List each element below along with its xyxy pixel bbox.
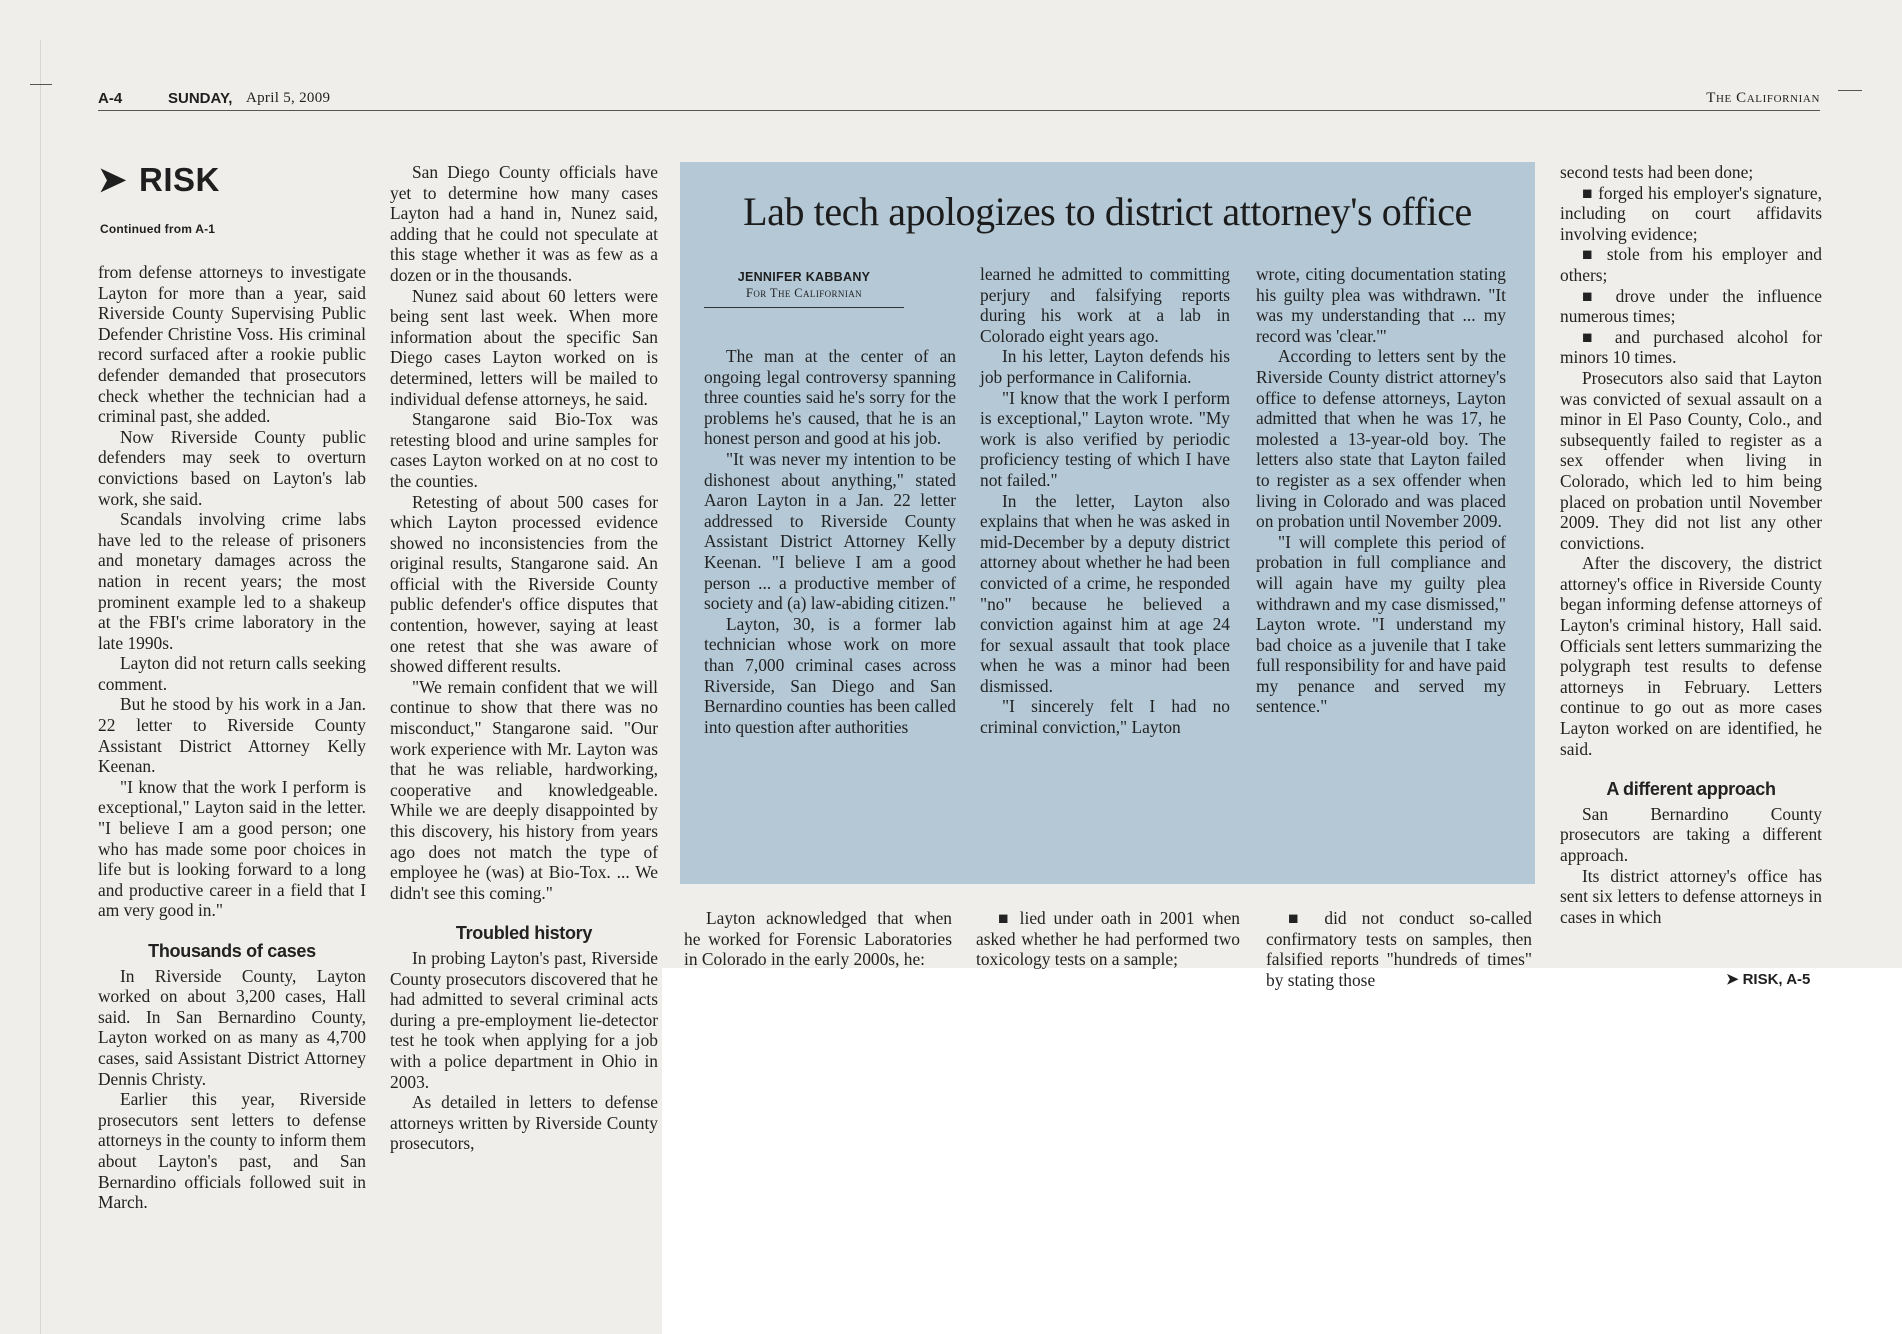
paragraph: In Riverside County, Layton worked on about 3,200 cases, Hall said. In San Bernardino County, Layton worked on as many as 4,700 cases, said Assistant District Attorney Dennis Christy. <box>98 965 366 1089</box>
paragraph: "It was never my intention to be dishonest about anything," stated Aaron Layton in a Jan. 22 letter addressed to Riverside County Assistant District Attorney Kelly Keenan. "I believe I am a good person ... a productive member of society and (a) law-abiding citizen." <box>704 448 956 614</box>
paragraph: Its district attorney's office has sent six letters to defense attorneys in cases in which <box>1560 865 1822 927</box>
bullet-item: ■ lied under oath in 2001 when asked whether he had performed two toxicology tests on a sample; <box>976 908 1240 970</box>
sidebar-column-2 <box>980 264 1230 738</box>
paragraph: After the discovery, the district attorney's office in Riverside County began informing defense attorneys of Layton's criminal history, Hall said. Officials sent letters summarizing the polygraph test results to defense attorneys in February. Letters continue to go out as more cases Layton worked on are identified, he said. <box>1560 553 1822 759</box>
page-number: A-4 <box>98 90 123 107</box>
header-day: SUNDAY, <box>168 90 233 107</box>
bullet-item: ■ stole from his employer and others; <box>1560 244 1822 285</box>
paragraph: second tests had been done; <box>1560 162 1754 182</box>
jump-line <box>1726 970 1810 988</box>
header-date: April 5, 2009 <box>246 90 331 106</box>
continued-from-label: Continued from A-1 <box>100 222 216 236</box>
paragraph: San Bernardino County prosecutors are taking a different approach. <box>1560 803 1822 865</box>
article-column-right <box>1560 162 1822 927</box>
paragraph: Layton acknowledged that when he worked for Forensic Laboratories in Colorado in the early 2000s, he: <box>684 908 952 970</box>
paragraph: "I will complete this period of probation in full compliance and will again have my guilty plea withdrawn and my case dismissed," Layton wrote. "I understand my bad choice as a juvenile that I take full responsibility for and have paid my penance and served my sentence." <box>1256 531 1506 717</box>
page-header <box>98 88 1820 110</box>
paragraph: "I know that the work I perform is exceptional," Layton said in the letter. "I believe I am a good person; one who has made some poor choices in life but is looking forward to a long and productive career in a field that I am very good in." <box>98 776 366 921</box>
paragraph: Stangarone said Bio-Tox was retesting blood and urine samples for cases Layton worked on at no cost to the counties. <box>390 409 658 491</box>
continuation-column-3 <box>1266 908 1532 990</box>
subheading: Thousands of cases <box>148 941 316 961</box>
section-title-text: RISK <box>139 161 220 198</box>
paragraph: learned he admitted to committing perjury and falsifying reports during his work at a lab in Colorado eight years ago. <box>980 264 1230 346</box>
paragraph: In his letter, Layton defends his job performance in California. <box>980 346 1230 387</box>
sidebar-headline: Lab tech apologizes to district attorney's office <box>743 189 1472 234</box>
paragraph: According to letters sent by the Riverside County district attorney's office to defense attorneys, Layton admitted that when he was 17, he molested a 13-year-old boy. The letters also state that Layton failed to register as a sex offender when living in Colorado and was placed on probation until November 2009. <box>1256 346 1506 532</box>
continuation-column-2 <box>976 908 1240 970</box>
subheading: A different approach <box>1606 779 1776 800</box>
header-rule <box>98 110 1820 111</box>
article-column-1 <box>98 262 366 1213</box>
paragraph: San Diego County officials have yet to determine how many cases Layton had a hand in, Nunez said, adding that he could not speculate at this stage whether it was as few as a dozen or in the thousands. <box>390 162 658 285</box>
paragraph: "We remain confident that we will continue to show that there was no misconduct," Stangarone said. "Our work experience with Mr. Layton was that he was reliable, hardworking, cooperative and knowledgeable. While we are deeply disappointed by this discovery, his history from years ago does not match the type of employee he (was) at Bio-Tox. ... We didn't see this coming." <box>390 676 658 903</box>
bullet-item: ■ forged his employer's signature, including on court affidavits involving evidence; <box>1560 182 1822 244</box>
paragraph: wrote, citing documentation stating his guilty plea was withdrawn. "It was my understanding that ... my record was 'clear.'" <box>1256 264 1506 346</box>
registration-mark <box>1838 90 1862 91</box>
bullet-item: ■ drove under the influence numerous times; <box>1560 285 1822 327</box>
paragraph: Now Riverside County public defenders may seek to overturn convictions based on Layton's lab work, she said. <box>98 426 366 509</box>
article-column-2 <box>390 162 658 1154</box>
page-fold-line <box>40 40 41 1334</box>
bullet-item: ■ and purchased alcohol for minors 10 times. <box>1560 326 1822 368</box>
paragraph: In probing Layton's past, Riverside County prosecutors discovered that he had admitted to several criminal acts during a pre-employment lie-detector test he took when applying for a job with a police department in Ohio in 2003. <box>390 947 658 1092</box>
paragraph: Nunez said about 60 letters were being sent last week. When more information about the specific San Diego cases Layton worked on is determined, letters will be mailed to individual defense attorneys, he said. <box>390 285 658 409</box>
paragraph: Layton did not return calls seeking comment. <box>98 653 366 694</box>
arrow-icon: ➤ <box>1726 971 1739 988</box>
subheading: Troubled history <box>455 923 593 944</box>
paragraph: Retesting of about 500 cases for which Layton processed evidence showed no inconsistencies from the original results, Stangarone said. An official with the Riverside County public defender's office disputes that contention, however, saying at least one retest that she was aware of showed different results. <box>390 491 658 677</box>
bullet-item: ■ did not conduct so-called confirmatory tests on samples, then falsified reports "hundreds of times" by stating those <box>1266 908 1532 990</box>
paragraph: "I sincerely felt I had no criminal conviction," Layton <box>980 696 1230 738</box>
arrow-icon: ➤ <box>98 161 127 199</box>
sidebar-column-1 <box>704 346 956 737</box>
jump-text: RISK, A-5 <box>1742 971 1811 988</box>
paragraph: Earlier this year, Riverside prosecutors sent letters to defense attorneys in the county to inform them about Layton's past, and San Bernardino officials followed suit in March. <box>98 1089 366 1213</box>
newspaper-name: The Californian <box>1706 90 1820 106</box>
paragraph: But he stood by his work in a Jan. 22 letter to Riverside County Assistant District Attorney Kelly Keenan. <box>98 694 366 777</box>
paragraph: from defense attorneys to investigate Layton for more than a year, said Riverside County Supervising Public Defender Christine Voss. His criminal record surfaced after a rookie public defender demanded that prosecutors check whether the technician had a criminal past, she added. <box>98 262 366 427</box>
continuation-column-1 <box>684 908 952 970</box>
paragraph: As detailed in letters to defense attorneys written by Riverside County prosecutors, <box>390 1092 658 1154</box>
paragraph: "I know that the work I perform is exceptional," Layton wrote. "My work is also verified by periodic proficiency testing of which I have not failed." <box>980 387 1230 490</box>
byline-rule <box>704 307 904 308</box>
paragraph: Layton, 30, is a former lab technician whose work on more than 7,000 criminal cases across Riverside, San Diego and San Bernardino counties has been called into question after authorities <box>704 613 956 737</box>
section-title <box>98 160 220 200</box>
byline-affiliation: For The Californian <box>745 286 863 300</box>
byline-author: JENNIFER KABBANY <box>737 270 871 284</box>
paragraph: Scandals involving crime labs have led to the release of prisoners and monetary damages across the nation in recent years; the most prominent example led to a shakeup at the FBI's crime laboratory in the late 1990s. <box>98 509 366 653</box>
byline <box>704 270 904 308</box>
blank-scan-area <box>662 968 1902 1334</box>
registration-mark <box>30 84 52 85</box>
paragraph: In the letter, Layton also explains that when he was asked in mid-December by a deputy district attorney about whether he had been convicted of a crime, he responded "no" because he believed a conviction against him at age 24 for sexual assault that took place when he was a minor had been dismissed. <box>980 490 1230 696</box>
paragraph: Prosecutors also said that Layton was convicted of sexual assault on a minor in El Paso County, Colo., and subsequently failed to register as a sex offender when living in Colorado, which led to him being placed on probation until November 2009. They did not list any other convictions. <box>1560 367 1822 553</box>
paragraph: The man at the center of an ongoing legal controversy spanning three counties said he's sorry for the problems he's caused, that he is an honest person and good at his job. <box>704 346 956 449</box>
sidebar-column-3 <box>1256 264 1506 717</box>
